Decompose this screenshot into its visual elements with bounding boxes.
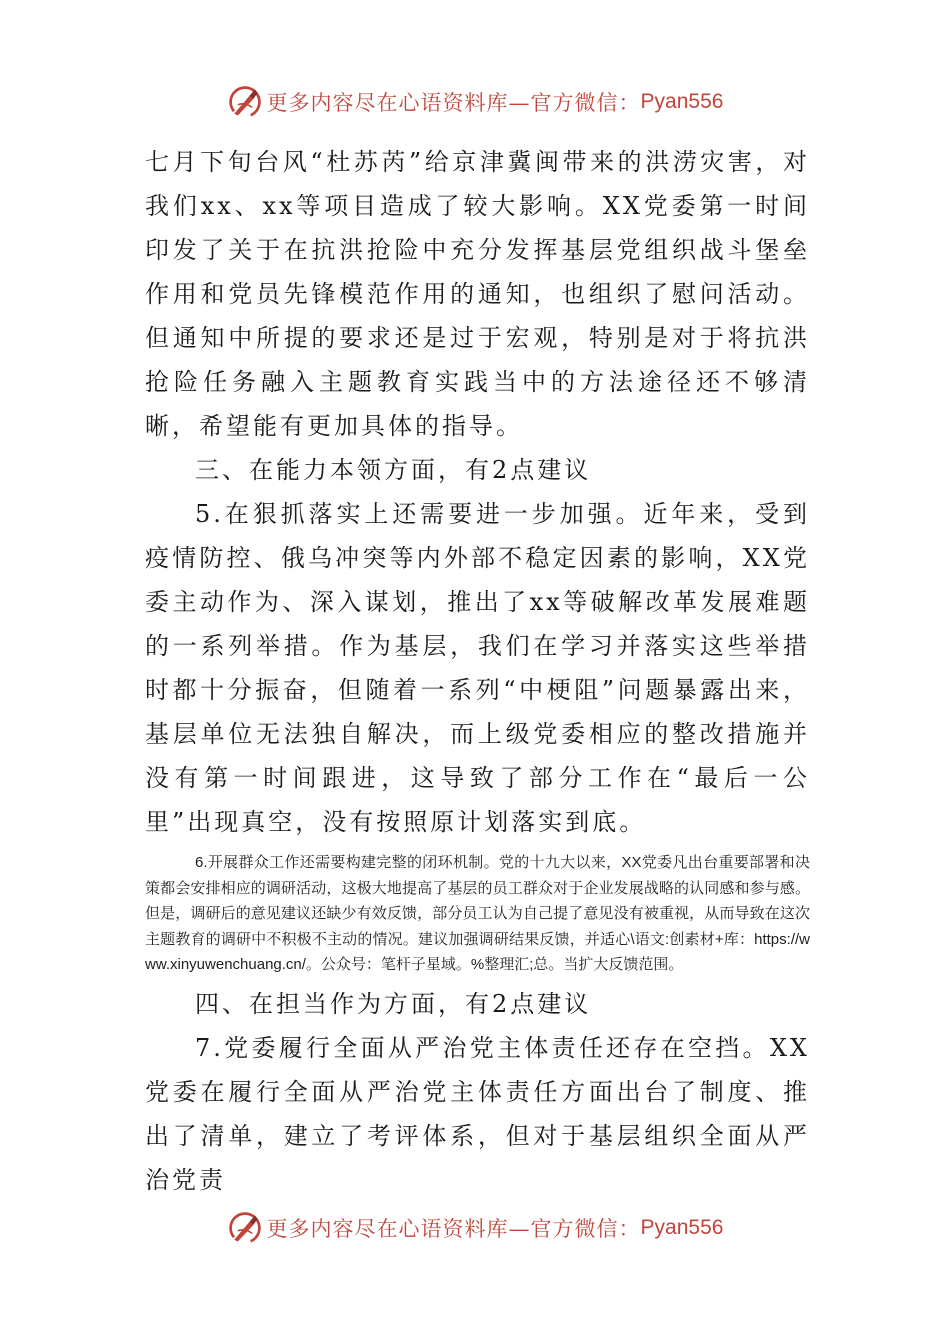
paragraph-typhoon: 七月下旬台风“杜苏芮”给京津冀闽带来的洪涝灾害，对我们xx、xx等项目造成了较大影响。XX党委第一时间印发了关于在抗洪抢险中充分发挥基层党组织战斗堡垒作用和党员先锋模范作用的通知，也组织了慰问活动。但通知中所提的要求还是过于宏观，特别是对于将抗洪抢险任务融入主题教育实践当中的方法途径还不够清晰，希望能有更加具体的指导。 — [145, 148, 810, 440]
footer-banner — [0, 1208, 950, 1248]
paragraph-point-6: 6.开展群众工作还需要构建完整的闭环机制。党的十九大以来，XX党委凡出台重要部署和决策都会安排相应的调研活动，这极大地提高了基层的员工群众对于企业发展战略的认同感和参与感。但是，调研后的意见建议还缺少有效反馈，部分员工认为自己提了意见没有被重视，从而导致在这次主题教育的调研中不积极不主动的情况。建议加强调研结果反馈，并适心\语文:创素材+库：https://www.xinyuwenchuang.cn/。公众号：笔杆子星域。%整理汇;总。当扩大反馈范围。 — [145, 854, 810, 973]
section-heading-ability: 三、在能力本领方面，有2点建议 — [195, 456, 592, 484]
banner-text: 更多内容尽在心语资料库—官方微信： — [266, 1217, 641, 1241]
wechat-id: Pyan556 — [640, 90, 724, 113]
header-banner — [0, 82, 950, 122]
pen-logo-icon — [227, 1210, 263, 1246]
document-body — [145, 140, 810, 1202]
pen-logo-icon — [227, 84, 263, 120]
banner-text: 更多内容尽在心语资料库—官方微信： — [266, 91, 641, 115]
section-heading-responsibility: 四、在担当作为方面，有2点建议 — [195, 989, 592, 1018]
paragraph-point-5: 5.在狠抓落实上还需要进一步加强。近年来，受到疫情防控、俄乌冲突等内外部不稳定因素的影响，XX党委主动作为、深入谋划，推出了xx等破解改革发展难题的一系列举措。作为基层，我们在学习并落实这些举措时都十分振奋，但随着一系列“中梗阻”问题暴露出来，基层单位无法独自解决，而上级党委相应的整改措施并没有第一时间跟进，这导致了部分工作在“最后一公里”出现真空，没有按照原计划落实到底。 — [145, 500, 810, 836]
paragraph-point-7: 7.党委履行全面从严治党主体责任还存在空挡。XX党委在履行全面从严治党主体责任方面出台了制度、推出了清单，建立了考评体系，但对于基层组织全面从严治党责 — [145, 1033, 810, 1194]
wechat-id: Pyan556 — [640, 1216, 724, 1239]
